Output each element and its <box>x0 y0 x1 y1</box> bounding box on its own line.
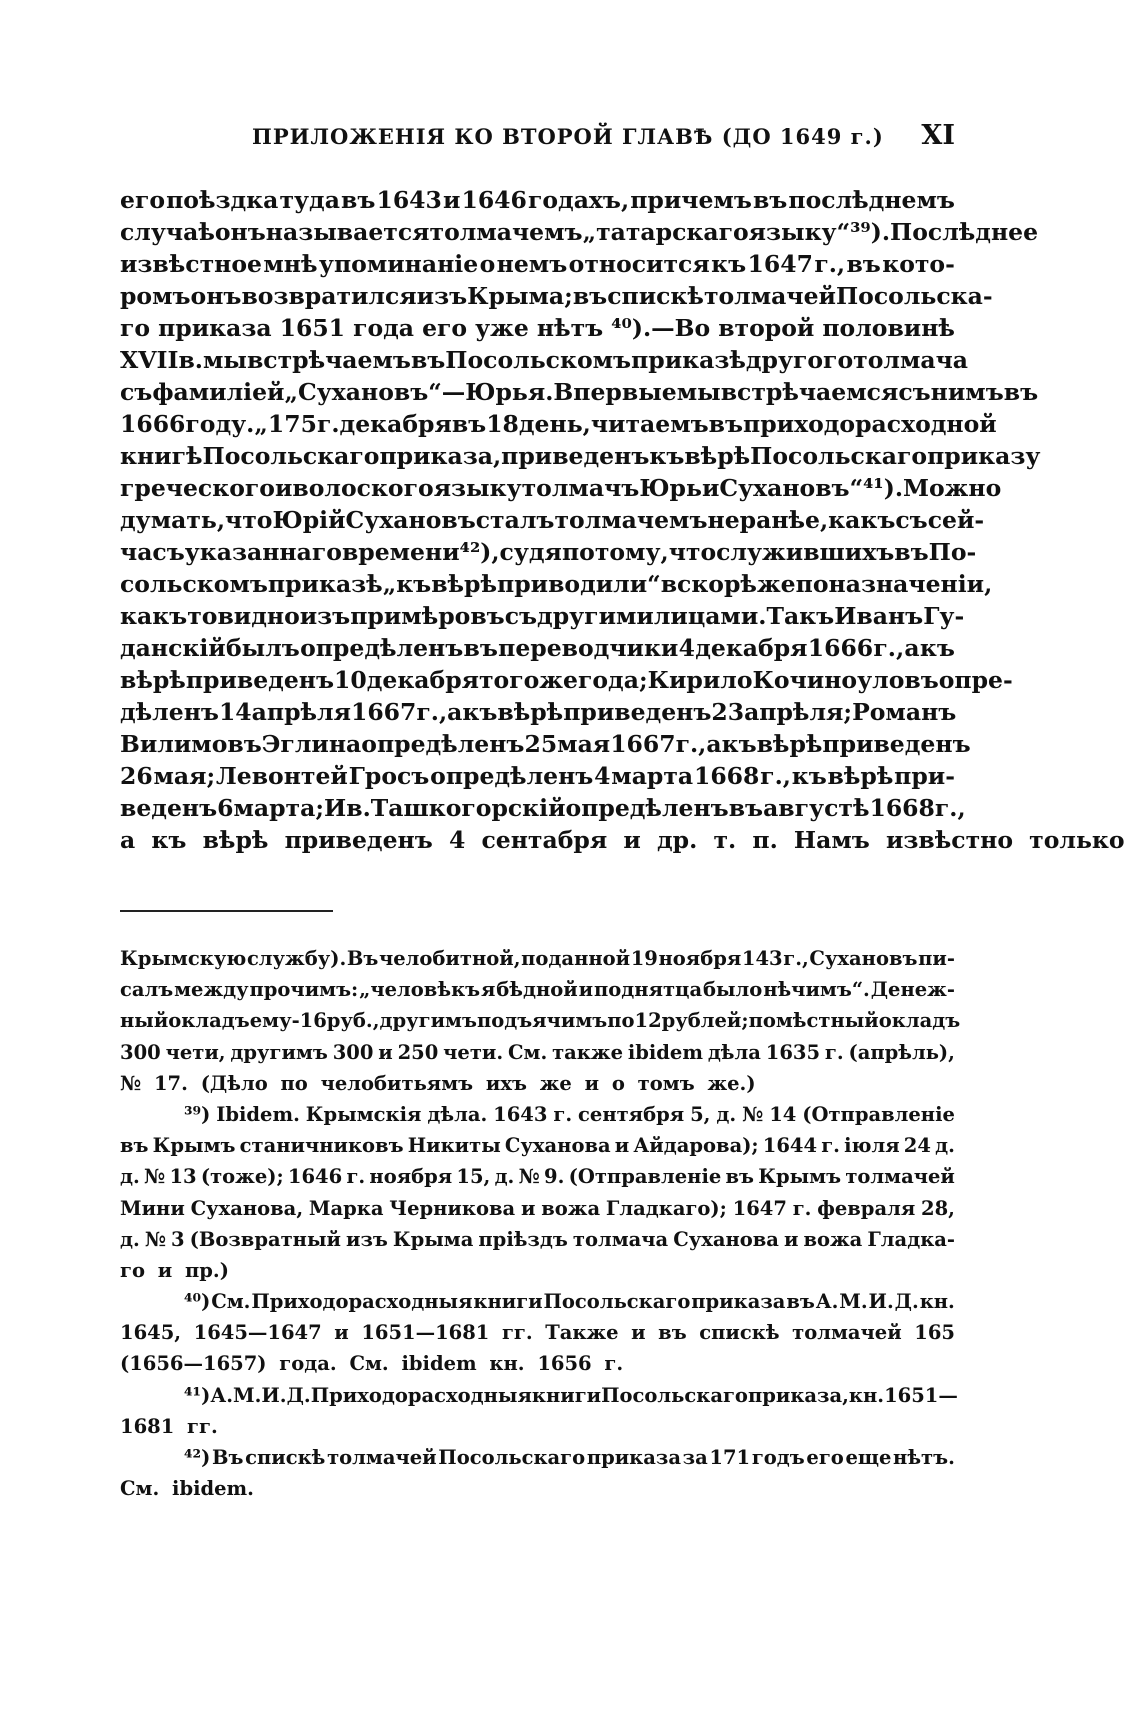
footnote-line: № 17. (Дѣло по челобитьямъ ихъ же и о томъ же.) <box>120 1071 756 1095</box>
body-line: вѣрѣ приведенъ 10 декабря того же года; Кирило Кочиноуловъ опре- <box>120 666 1013 694</box>
footnote-line: го и пр.) <box>120 1258 229 1282</box>
body-line: веденъ 6 марта; Ив. Ташкогорскій опредѣленъ въ августѣ 1668 г., <box>120 794 966 822</box>
footnote-line: салъ между прочимъ: „человѣкъ я бѣдной и поднятца было нѣчимъ“. Денеж- <box>120 978 955 1002</box>
running-head <box>120 120 955 160</box>
footnote-line: д. № 3 (Возвратный изъ Крыма пріѣздъ толмача Суханова и вожа Гладка- <box>120 1227 955 1251</box>
footnote-line: (1656—1657) года. См. ibidem кн. 1656 г. <box>120 1352 624 1376</box>
footnote-line: ⁴²) Въ спискѣ толмачей Посольскаго приказа за 171 годъ его еще нѣтъ. <box>184 1446 955 1469</box>
footnote-separator <box>120 910 333 912</box>
body-line: сольскомъ приказѣ „къ вѣрѣ приводили“ вскорѣ же по назначеніи, <box>120 570 993 598</box>
footnotes <box>120 943 961 1504</box>
footnote-line: въ Крымъ станичниковъ Никиты Суханова и Айдарова); 1644 г. іюля 24 д. <box>120 1134 955 1158</box>
body-line: XVII в. мы встрѣчаемъ въ Посольскомъ приказѣ другого толмача <box>120 346 969 374</box>
body-line: 1666 году. „175 г. декабря въ 18 день, читаемъ въ приходорасходной <box>120 410 997 438</box>
body-line: его поѣздка туда въ 1643 и 1646 годахъ, причемъ въ послѣднемъ <box>120 186 955 214</box>
body-line: часъ указаннаго времени ⁴²), судя по тому, что служившихъ въ По- <box>120 538 977 566</box>
body-line: греческого и волоского языку толмачъ Юрьи Сухановъ“ ⁴¹). Можно <box>120 474 1002 502</box>
footnote-line: 300 чети, другимъ 300 и 250 чети. См. также ibidem дѣла 1635 г. (апрѣль), <box>120 1040 955 1064</box>
body-line: а къ вѣрѣ приведенъ 4 сентабря и др. т. п. Намъ извѣстно только <box>120 826 1125 854</box>
footnote-line: 1681 гг. <box>120 1414 218 1438</box>
footnote-line: Мини Суханова, Марка Черникова и вожа Гладкаго); 1647 г. февраля 28, <box>120 1196 955 1220</box>
body-text <box>120 184 1125 856</box>
footnote-line: 1645, 1645—1647 и 1651—1681 гг. Также и въ спискѣ толмачей 165 <box>120 1321 955 1345</box>
body-line: думать, что Юрій Сухановъ сталъ толмачемъ не ранѣе, какъ съ сей- <box>120 506 985 534</box>
footnote-line: Крымскую службу). Въ челобитной, поданной 19 ноября 143 г., Сухановъ пи- <box>120 947 955 970</box>
footnote-line: См. ibidem. <box>120 1477 254 1501</box>
body-line: 26 мая; Левонтей Гросъ опредѣленъ 4 марта 1668 г., къ вѣрѣ при- <box>120 762 955 790</box>
footnote-line: ный окладъ ему - 16 руб., другимъ подъячимъ по 12 рублей; помѣстный окладъ <box>120 1009 961 1033</box>
footnote-line: ⁴⁰) См. Приходорасходныя книги Посольскаго приказа въ А. М. И. Д. кн. <box>184 1290 955 1314</box>
footnote-line: д. № 13 (тоже); 1646 г. ноября 15, д. № 9. (Отправленіе въ Крымъ толмачей <box>120 1165 955 1189</box>
body-line: Вилимовъ Эглина опредѣленъ 25 мая 1667 г., а къ вѣрѣ приведенъ <box>120 730 971 758</box>
body-line: данскій былъ опредѣленъ въ переводчики 4 декабря 1666 г., а къ <box>120 634 955 662</box>
body-line: извѣстное мнѣ упоминаніе о немъ относится къ 1647 г., въ кото- <box>120 250 955 278</box>
footnote-line: ⁴¹) А. М. И. Д. Приходорасходныя книги Посольскаго приказа, кн. 1651— <box>184 1383 958 1407</box>
body-line: какъ то видно изъ примѣровъ съ другими лицами. Такъ Иванъ Гу- <box>120 602 965 630</box>
body-line: случаѣ онъ называется толмачемъ „татарскаго языку“ ³⁹). Послѣднее <box>120 218 1039 246</box>
running-title: ПРИЛОЖЕНІЯ КО ВТОРОЙ ГЛАВѢ (ДО 1649 г.) <box>252 124 884 149</box>
body-line: дѣленъ 14 апрѣля 1667 г., а къ вѣрѣ приведенъ 23 апрѣля; Романъ <box>120 698 957 726</box>
footnote-line: ³⁹) Ibidem. Крымскія дѣла. 1643 г. сентября 5, д. № 14 (Отправленіе <box>184 1102 955 1126</box>
body-line: книгѣ Посольскаго приказа, приведенъ къ вѣрѣ Посольскаго приказу <box>120 442 1041 470</box>
body-line: ромъ онъ возвратился изъ Крыма; въ спискѣ толмачей Посольска- <box>120 282 993 310</box>
page-number: XI <box>921 120 955 151</box>
body-line: го приказа 1651 года его уже нѣтъ ⁴⁰).—Во второй половинѣ <box>120 314 955 342</box>
body-line: съ фамиліей „Сухановъ“—Юрья. Впервые мы встрѣчаемся съ нимъ въ <box>120 378 1039 406</box>
